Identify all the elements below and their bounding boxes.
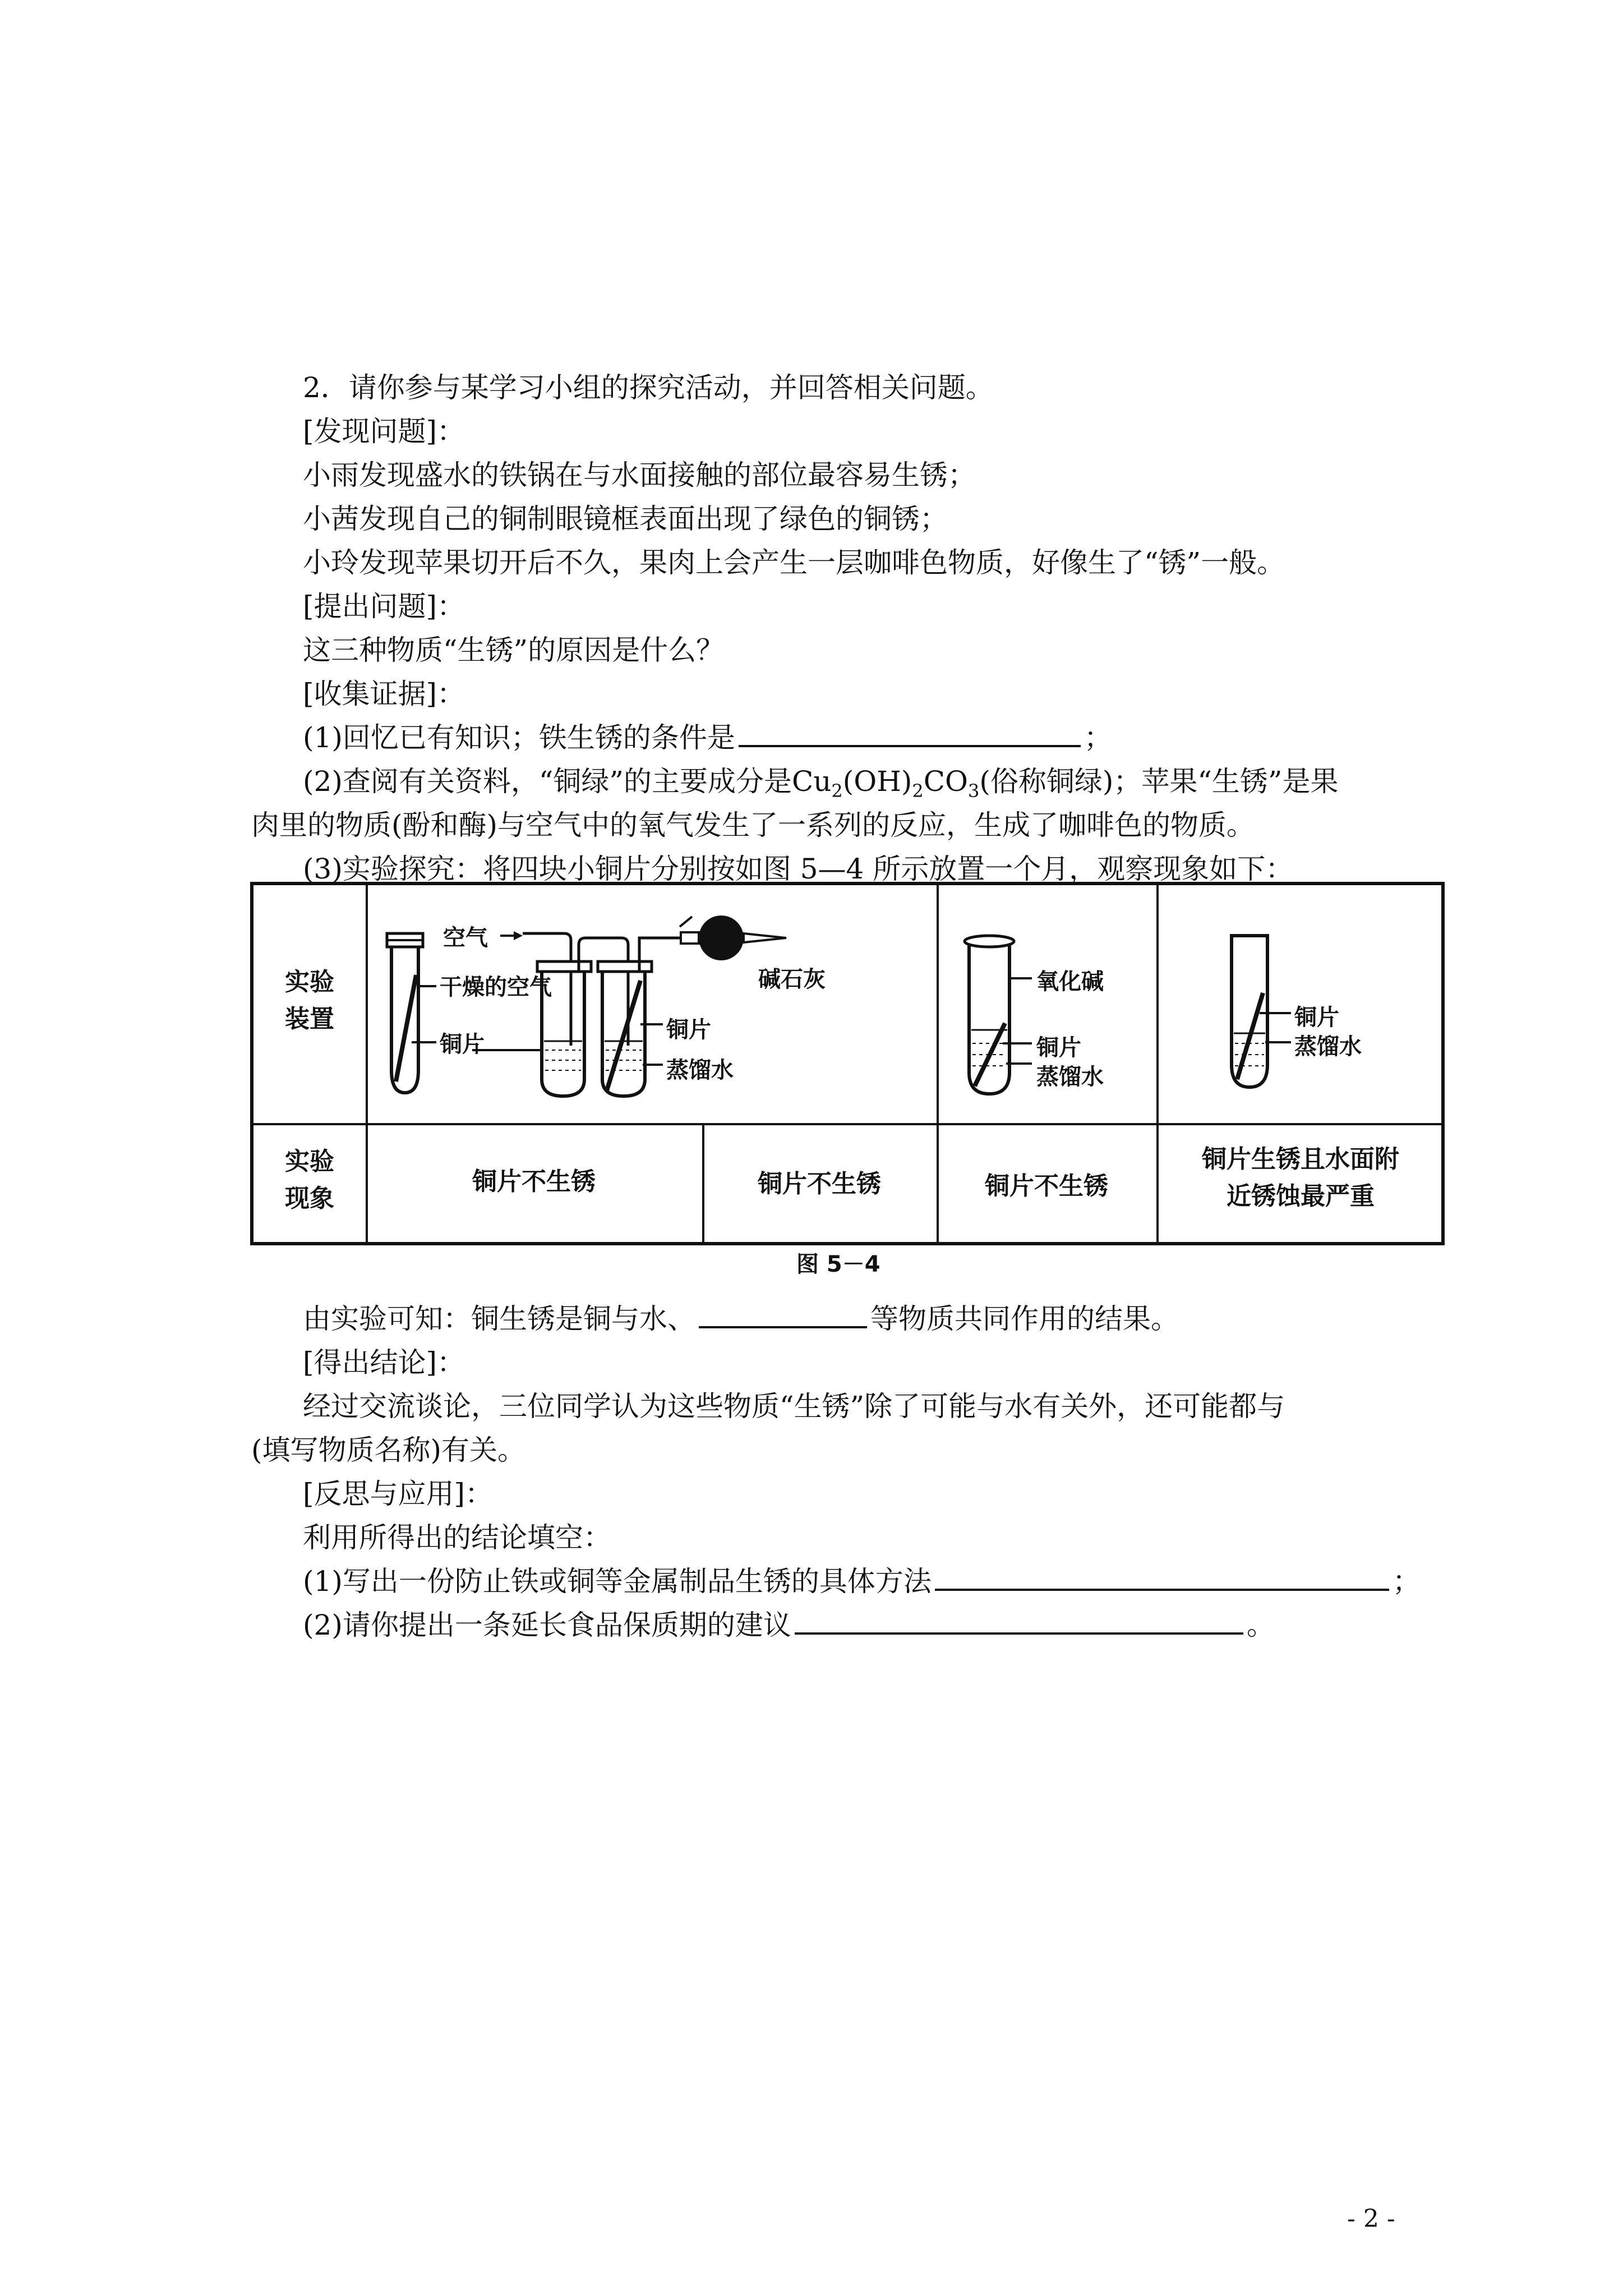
result-open-water-line-1: 铜片生锈且水面附 [1202,1145,1399,1174]
formula-oh: (OH) [842,765,912,798]
row-header-apparatus-a: 实验 [285,968,334,996]
reflection-intro: 利用所得出的结论填空： [303,1521,611,1554]
label-copper-2: 铜片 [666,1017,711,1043]
label-air: 空气 [443,925,488,951]
observation-xiaoqian: 小茜发现自己的铜制眼镜框表面出现了绿色的铜锈； [303,503,948,535]
evidence-item-2-text-b: (俗称铜绿)；苹果“生锈”是果 [979,765,1339,798]
label-copper-4: 铜片 [1294,1005,1339,1030]
apparatus-dry-air-tube [377,930,439,1098]
heading-collect-evidence: [收集证据]： [303,678,465,710]
label-copper-3: 铜片 [1036,1035,1081,1061]
reflection-item-2-text: (2)请你提出一条延长食品保质期的建议 [303,1609,791,1641]
conclusion-line-1: 经过交流谈论，三位同学认为这些物质“生锈”除了可能与水有关外，还可能都与 [303,1390,1285,1423]
row-header-apparatus [253,964,366,1038]
row-header-phenomenon-a: 实验 [285,1147,334,1176]
row-header-phenomenon-b: 现象 [285,1184,334,1213]
experiment-conclusion-end: 等物质共同作用的结果。 [870,1303,1179,1335]
reflection-item-1-text: (1)写出一份防止铁或铜等金属制品生锈的具体方法 [303,1565,932,1598]
label-soda-lime: 碱石灰 [758,967,826,992]
answer-blank-copper-rust-substance[interactable] [699,1301,867,1328]
result-open-water [1156,1141,1445,1215]
label-dry-air: 干燥的空气 [440,974,552,1000]
reflection-item-2 [303,1608,1275,1642]
evidence-item-2-line-2: 肉里的物质(酚和酶)与空气中的氧气发生了一系列的反应，生成了咖啡色的物质。 [251,809,1255,841]
label-copper-1: 铜片 [440,1032,485,1057]
result-oil-layer: 铜片不生锈 [985,1172,1108,1200]
observation-xiaoling: 小玲发现苹果切开后不久，果肉上会产生一层咖啡色物质，好像生了“锈”一般。 [303,546,1285,579]
experiment-figure-table [250,882,1445,1245]
heading-reflection: [反思与应用]： [303,1478,494,1510]
answer-blank-iron-rust-conditions[interactable] [739,720,1081,747]
result-open-water-line-2: 近锈蚀最严重 [1227,1182,1375,1211]
evidence-item-1-text: (1)回忆已有知识；铁生锈的条件是 [303,721,735,754]
evidence-item-1 [303,720,1112,755]
formula-sub-2: 2 [831,780,843,802]
page-number: - 2 - [1347,2205,1395,2233]
evidence-item-2 [303,764,1339,802]
reflection-item-1-end: ； [1392,1565,1421,1598]
row-header-phenomenon [253,1143,366,1217]
result-dry-air: 铜片不生锈 [472,1167,596,1196]
heading-discover-problem: [发现问题]： [303,415,465,448]
evidence-item-2-text: (2)查阅有关资料，“铜绿”的主要成分是 [303,765,792,798]
reflection-item-2-end: 。 [1246,1609,1275,1641]
answer-blank-food-preservation[interactable] [795,1608,1243,1635]
apparatus-oil-layer-tube [956,933,1034,1102]
formula-cu: Cu [791,765,832,798]
label-distilled-water-2: 蒸馏水 [666,1057,734,1083]
evidence-item-1-end: ； [1083,721,1112,754]
result-no-oxygen: 铜片不生锈 [758,1170,881,1198]
observation-xiaoyu: 小雨发现盛水的铁锅在与水面接触的部位最容易生锈； [303,459,976,491]
reflection-item-1 [303,1564,1421,1599]
figure-caption: 图 5－4 [796,1251,880,1277]
apparatus-open-water-tube [1220,932,1293,1095]
heading-draw-conclusion: [得出结论]： [303,1346,465,1379]
evidence-item-3: (3)实验探究：将四块小铜片分别按如图 5—4 所示放置一个月，观察现象如下： [303,853,1294,885]
label-oxide: 氧化碱 [1036,969,1104,995]
experiment-conclusion-text: 由实验可知：铜生锈是铜与水、 [303,1303,695,1335]
table-divider [253,1123,1441,1125]
row-header-apparatus-b: 装置 [285,1005,334,1033]
question-intro: 2．请你参与某学习小组的探究活动，并回答相关问题。 [303,371,994,404]
label-distilled-water-4: 蒸馏水 [1294,1034,1362,1060]
formula-sub-2b: 2 [912,780,924,802]
heading-propose-question: [提出问题]： [303,590,465,623]
label-distilled-water-3: 蒸馏水 [1036,1064,1104,1090]
conclusion-line-2: (填写物质名称)有关。 [251,1434,526,1466]
experiment-conclusion-fill [303,1301,1179,1336]
formula-sub-3: 3 [968,780,980,802]
formula-co: CO [923,765,968,798]
answer-blank-rust-prevention[interactable] [935,1564,1389,1591]
apparatus-water-no-oxygen [439,913,831,1104]
research-question: 这三种物质“生锈”的原因是什么？ [303,634,725,666]
table-divider [702,1123,704,1245]
